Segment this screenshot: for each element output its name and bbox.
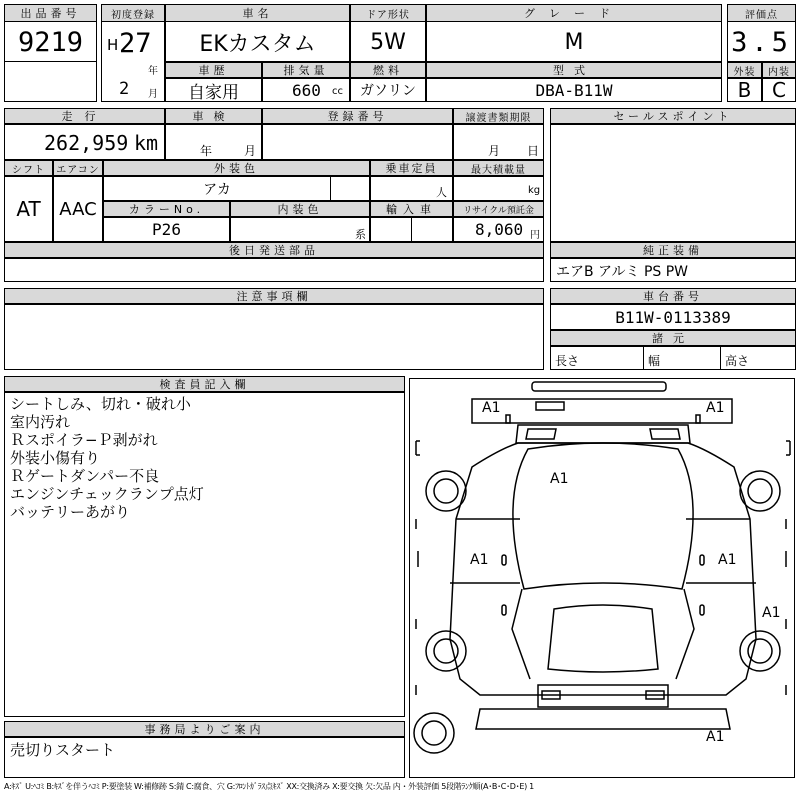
side-marker-shape: [502, 555, 506, 565]
import-header: 輸入車: [370, 201, 453, 217]
front-left-tire-shape: [426, 471, 466, 511]
rear-left-tire-shape: [426, 631, 466, 671]
inspector-header: 検査員記入欄: [4, 376, 405, 392]
rear-bumper-shape: [538, 685, 668, 707]
ext-color-header: 外装色: [103, 160, 370, 176]
ext-color-cell-right: [330, 176, 370, 201]
sales-points-header: セールスポイント: [550, 108, 796, 124]
front-plate-shape: [536, 402, 564, 410]
office-notice-header: 事務局よりご案内: [4, 721, 405, 737]
damage-mark: A1: [482, 400, 501, 416]
later-parts-header: 後日発送部品: [4, 242, 544, 258]
reg-number-header: 登録番号: [262, 108, 453, 124]
car-damage-diagram: [409, 378, 795, 778]
int-color-header: 内装色: [230, 201, 370, 217]
era-letter: H: [107, 36, 119, 54]
capacity-header: 乗車定員: [370, 160, 453, 176]
inspection-year-unit: 年: [200, 144, 213, 158]
registration-month: 2: [119, 79, 130, 99]
displacement-value: 660: [292, 81, 321, 100]
chassis-header: 車台番号: [550, 288, 796, 304]
specs-height-label: 高さ: [725, 354, 750, 368]
fuel-value: ガソリン: [360, 83, 416, 99]
registration-year: 27: [119, 28, 152, 59]
roof-shape: [513, 443, 693, 589]
damage-legend: A:ｷｽﾞ U:ﾍｺﾐ B:ｷｽﾞを伴うﾍｺﾐ P:要塗装 W:補修跡 S:錆 C:腐食、穴 G:ﾌﾛﾝﾄｶﾞﾗｽ点ｷｽﾞ XX:交換済み X:要交換 欠:欠品 内・外装評価 5段階ﾗﾝｸ順(A･B･C･D･E) 1: [4, 782, 534, 791]
car-name-value: EKカスタム: [199, 31, 316, 57]
interior-value: C: [772, 78, 786, 102]
color-no-value: P26: [152, 220, 181, 239]
wiper-shape: [526, 429, 680, 439]
windshield-shape: [516, 425, 690, 443]
displacement-unit: cc: [332, 86, 343, 97]
displacement-header: 排気量: [262, 62, 350, 78]
rear-pillar-shape: [512, 589, 694, 679]
damage-mark: A1: [550, 471, 569, 487]
remark-line: エンジンチェックランプ点灯: [10, 485, 204, 503]
reg-number-cell: [262, 124, 453, 160]
sales-points-cell: [550, 124, 796, 242]
door-value: 5W: [370, 29, 406, 55]
damage-mark: A1: [470, 552, 489, 568]
specs-width-label: 幅: [648, 354, 661, 368]
interior-header: 内装: [762, 62, 796, 78]
damage-mark: A1: [762, 605, 781, 621]
max-load-header: 最大積載量: [453, 160, 544, 176]
transfer-deadline-header: 譲渡書類期限: [453, 108, 544, 124]
car-outline-drawing: [410, 379, 795, 778]
history-value: 自家用: [188, 82, 239, 103]
body-outline-shape: [450, 443, 756, 695]
recycle-unit: 円: [530, 230, 540, 241]
month-unit: 月: [148, 89, 158, 100]
mileage-value: 262,959: [44, 131, 129, 155]
bracket-marks-shape: [416, 519, 786, 695]
door-line-shape: [450, 519, 756, 583]
remark-line: Ｒスポイラ−Ｐ剥がれ: [10, 431, 158, 449]
rear-gate-shape: [476, 709, 730, 729]
aircon-value: AAC: [59, 198, 97, 220]
lot-number-header: 出品番号: [4, 4, 97, 22]
score-header: 評価点: [727, 4, 796, 22]
ext-color-value: アカ: [203, 181, 231, 198]
remark-line: バッテリーあがり: [10, 503, 131, 521]
transfer-day-unit: 日: [527, 144, 540, 158]
specs-header: 諸元: [550, 330, 796, 346]
model-value: DBA-B11W: [535, 80, 613, 100]
damage-mark: A1: [718, 552, 737, 568]
genuine-equipment-header: 純正装備: [550, 242, 796, 258]
score-value: 3.5: [731, 26, 792, 58]
hood-front-shape: [472, 399, 732, 423]
capacity-unit: 人: [436, 186, 447, 199]
remark-line: Ｒゲートダンパー不良: [10, 467, 160, 485]
first-registration-header: 初度登録: [101, 4, 165, 22]
grade-value: M: [564, 29, 584, 55]
rear-right-tire-shape: [740, 631, 780, 671]
remark-line: 室内汚れ: [10, 413, 71, 431]
import-cell-right: [411, 217, 453, 242]
int-color-unit: 系: [355, 228, 366, 241]
history-header: 車歴: [165, 62, 262, 78]
remark-line: 外装小傷有り: [10, 449, 101, 467]
car-name-header: 車名: [165, 4, 350, 22]
year-unit: 年: [148, 66, 158, 77]
front-right-tire-shape: [740, 471, 780, 511]
mileage-unit: km: [134, 131, 159, 155]
recycle-value: 8,060: [475, 220, 524, 239]
lot-number-value: 9219: [17, 26, 84, 58]
fuel-header: 燃料: [350, 62, 426, 78]
shift-header: シフト: [4, 160, 53, 176]
rear-window-shape: [548, 605, 658, 672]
aircon-header: エアコン: [53, 160, 103, 176]
front-bumper-shape: [532, 382, 666, 391]
door-header: ドア形状: [350, 4, 426, 22]
genuine-equipment-value: エアB アルミ PS PW: [556, 264, 689, 280]
remark-line: シートしみ、切れ・破れ小: [10, 395, 191, 413]
color-no-header: カラーNo.: [103, 201, 230, 217]
damage-mark: A1: [706, 400, 725, 416]
inspection-month-unit: 月: [244, 144, 257, 158]
exterior-header: 外装: [727, 62, 762, 78]
import-cell: [370, 217, 412, 242]
notes-cell: [4, 304, 544, 370]
grade-header: グレード: [426, 4, 722, 22]
recycle-header: リサイクル預託金: [453, 201, 544, 217]
office-notice-text: 売切りスタート: [10, 741, 116, 759]
specs-length-label: 長さ: [555, 354, 580, 368]
chassis-value: B11W-0113389: [615, 307, 731, 327]
max-load-unit: kg: [528, 185, 541, 196]
transfer-month-unit: 月: [488, 144, 501, 158]
spare-tire-shape: [414, 713, 454, 753]
exterior-value: B: [737, 78, 752, 102]
int-color-cell: [230, 217, 370, 242]
lot-number-blank: [4, 61, 97, 102]
model-header: 型式: [426, 62, 722, 78]
inspection-header: 車検: [165, 108, 262, 124]
mileage-header: 走行: [4, 108, 165, 124]
damage-mark: A1: [706, 729, 725, 745]
shift-value: AT: [16, 197, 41, 221]
later-parts-cell: [4, 258, 544, 282]
notes-header: 注意事項欄: [4, 288, 544, 304]
